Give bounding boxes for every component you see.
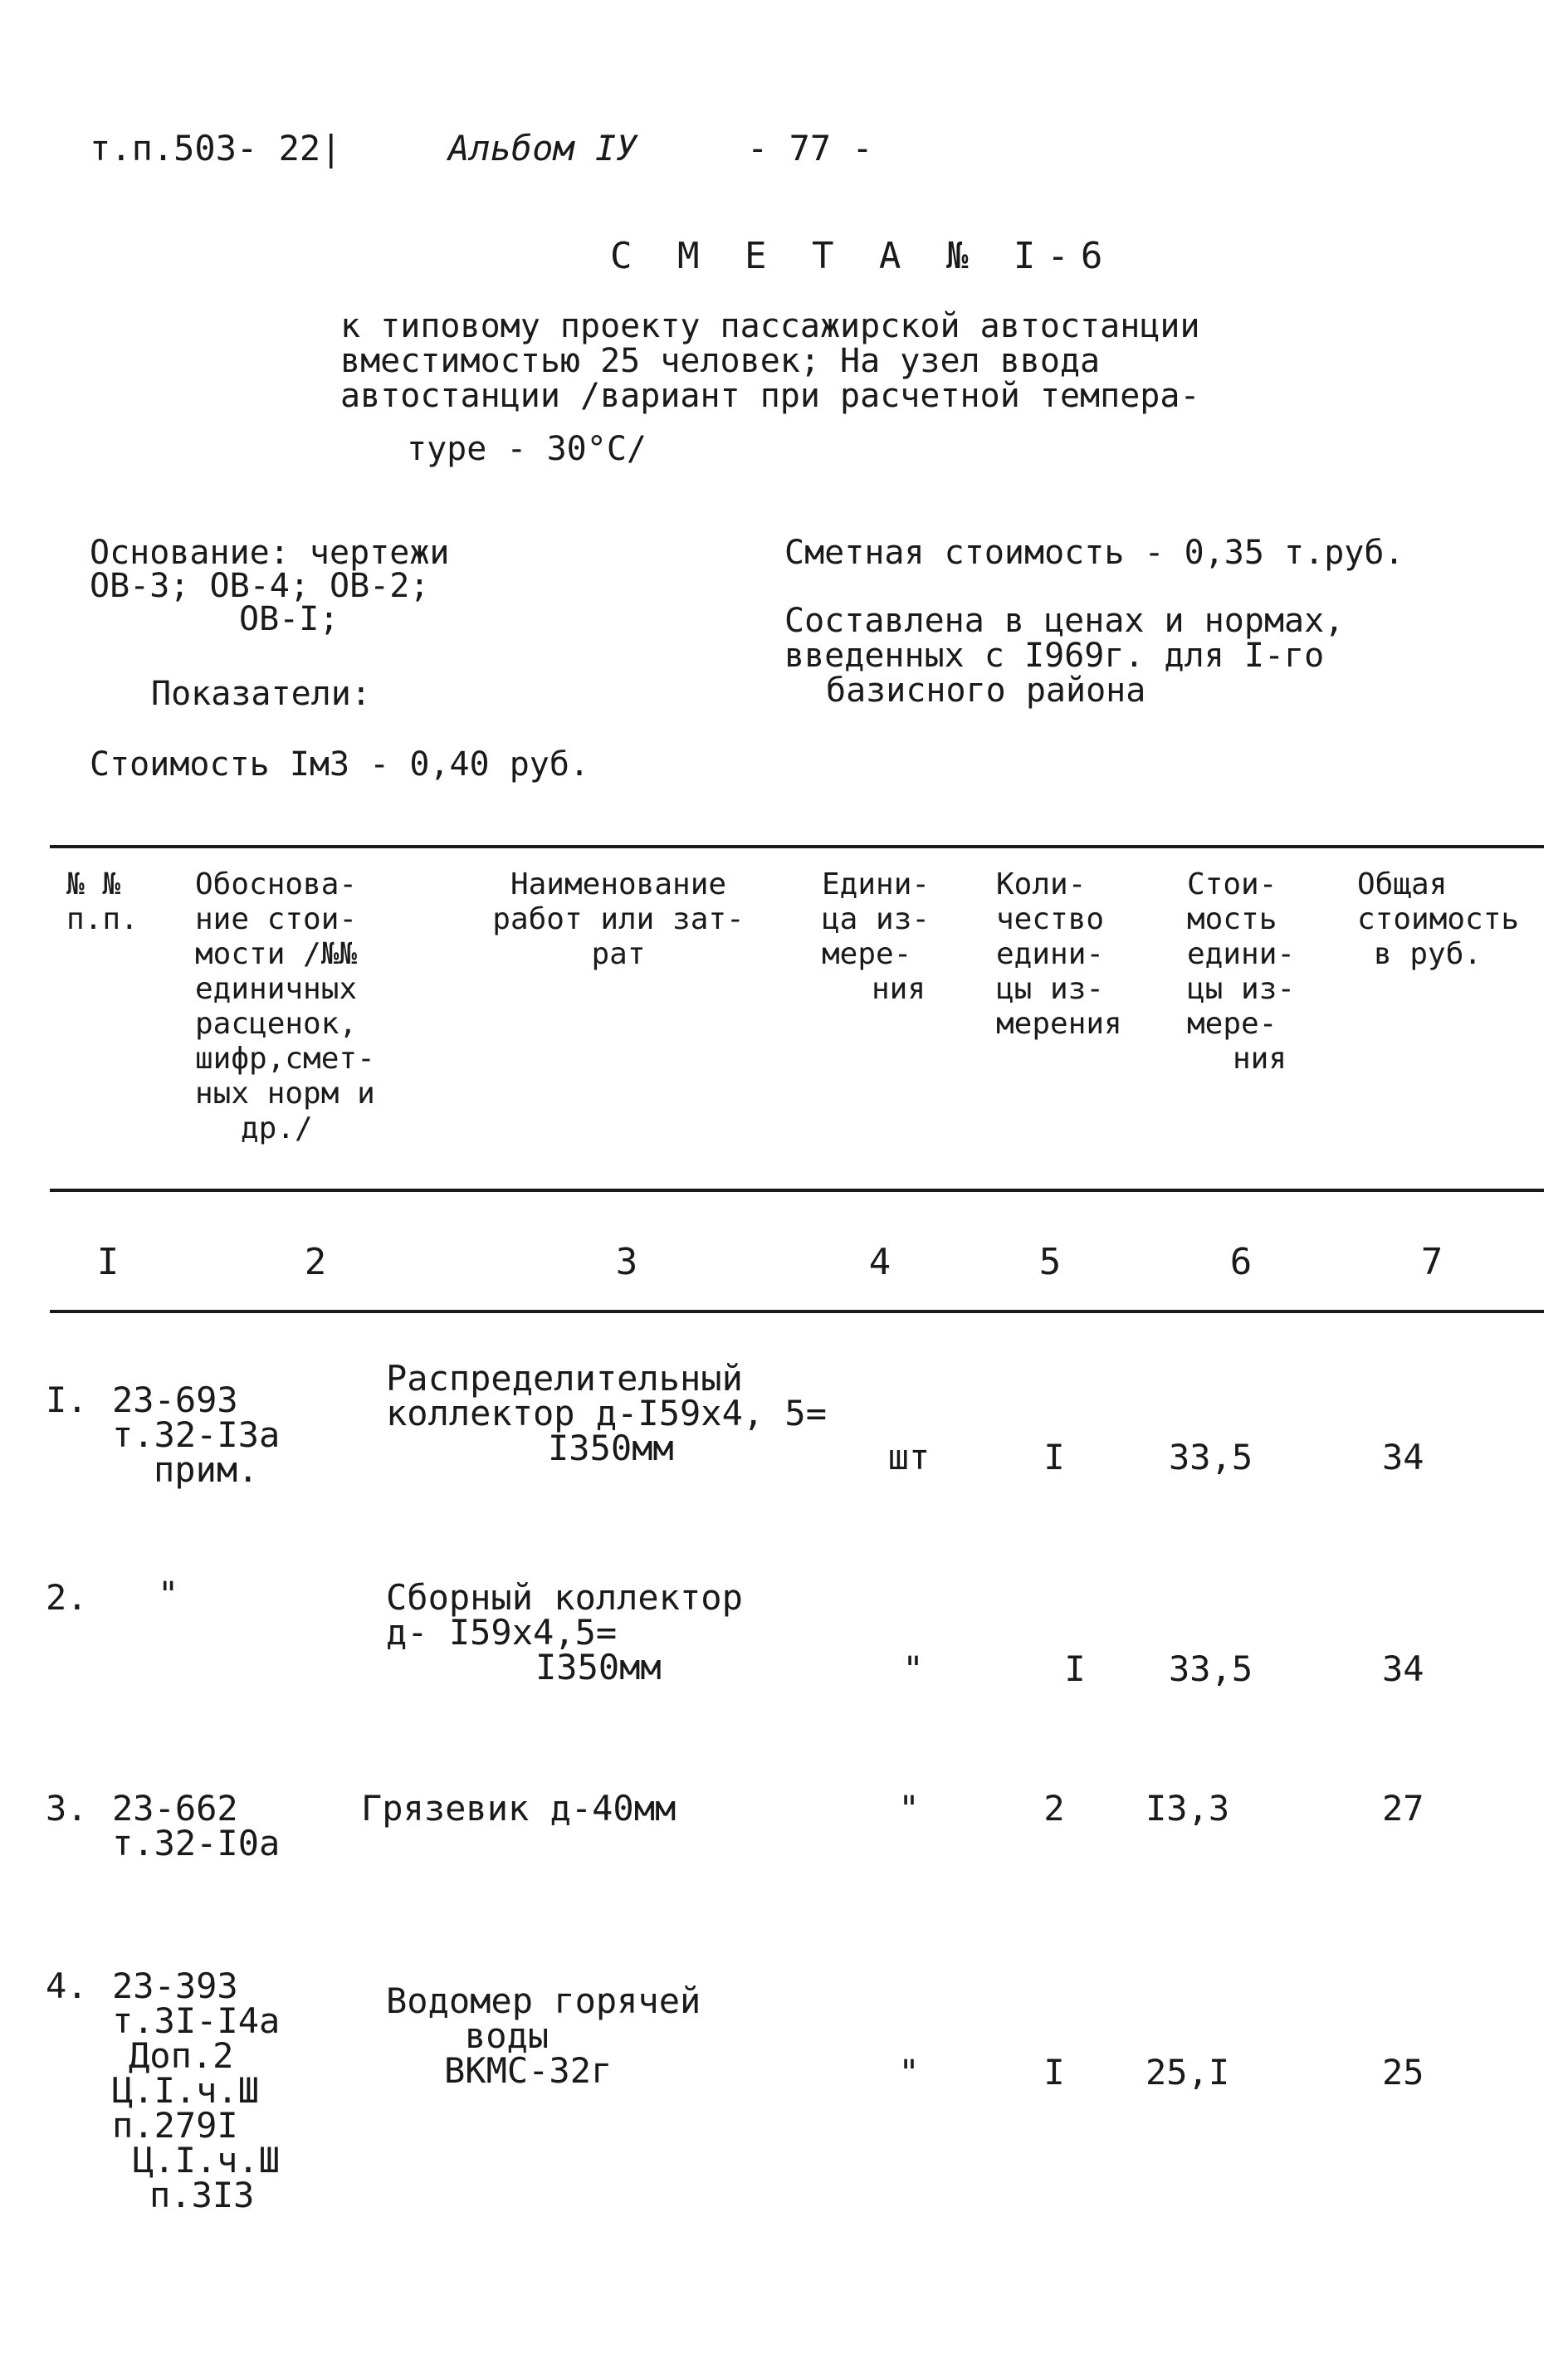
row-total: 25	[1382, 2052, 1424, 2093]
header-bottom-rule	[50, 1189, 1544, 1192]
header-col-4-line: Едини-	[822, 867, 931, 901]
header-col-1-line: п.п.	[66, 902, 139, 936]
header-col-4-line: ния	[872, 972, 926, 1006]
row-unit-cost: I3,3	[1145, 1788, 1230, 1829]
header-col-3-line: Наименование	[510, 867, 727, 901]
table-top-rule	[50, 845, 1544, 848]
row-name-line: ВКМС-32г	[444, 2050, 613, 2091]
header-col-7-line: Общая	[1357, 867, 1448, 901]
subtitle-line-3: автостанции /вариант при расчетной темпера-	[340, 377, 1200, 415]
basis-line-2: ОВ-3; ОВ-4; ОВ-2;	[90, 567, 430, 605]
header-col-6-line: Стои-	[1187, 867, 1277, 901]
row-number: I.	[46, 1380, 88, 1420]
row-total: 34	[1382, 1437, 1424, 1477]
project-code: т.п.503- 22|	[90, 128, 342, 168]
row-name-line: I350мм	[535, 1647, 662, 1687]
row-basis-line: п.3I3	[149, 2175, 255, 2215]
prices-line-3: базисного района	[826, 672, 1146, 710]
basis-line-1: Основание: чертежи	[90, 534, 450, 572]
header-col-3-line: рат	[591, 937, 646, 971]
column-number: 4	[868, 1241, 891, 1283]
header-col-2-line: Обоснова-	[195, 867, 358, 901]
header-col-4-line: ца из-	[822, 902, 931, 936]
row-quantity: I	[1064, 1648, 1086, 1689]
header-col-6-line: ния	[1233, 1042, 1287, 1076]
row-name-line: воды	[465, 2015, 550, 2056]
row-name-line: коллектор д-I59x4, 5=	[386, 1393, 828, 1433]
row-total: 34	[1382, 1648, 1424, 1689]
row-name-line: Распределительный	[386, 1358, 743, 1399]
row-name-line: I350мм	[548, 1428, 674, 1468]
column-numbers-rule	[50, 1310, 1544, 1313]
row-number: 3.	[46, 1788, 88, 1829]
header-col-4-line: мере-	[822, 937, 912, 971]
header-col-6-line: цы из-	[1187, 972, 1296, 1006]
row-basis-line: т.32-I0a	[112, 1823, 281, 1863]
header-col-6-line: едини-	[1187, 937, 1296, 971]
album-label: Альбом IУ	[448, 128, 637, 168]
header-col-5-line: мерения	[996, 1007, 1122, 1041]
prices-line-1: Составлена в ценах и нормах,	[784, 602, 1345, 640]
column-number: 2	[304, 1241, 327, 1283]
row-unit-cost: 25,I	[1145, 2052, 1230, 2093]
header-col-2-line: мости /№№	[195, 937, 358, 971]
row-unit: шт	[887, 1437, 931, 1477]
header-col-3-line: работ или зат-	[492, 902, 745, 936]
row-unit: "	[898, 1788, 920, 1829]
row-name-line: Грязевик д-40мм	[361, 1788, 677, 1829]
row-basis-line: "	[158, 1574, 179, 1614]
row-basis-line: Ц.I.ч.Ш	[112, 2070, 260, 2111]
subtitle-line-2: вместимостью 25 человек; На узел ввода	[340, 342, 1101, 380]
row-unit-cost: 33,5	[1169, 1648, 1253, 1689]
row-basis-line: Доп.2	[129, 2035, 234, 2076]
prices-line-2: введенных с I969г. для I-го	[784, 637, 1325, 675]
header-col-7-line: в руб.	[1374, 937, 1483, 971]
row-basis-line: 23-662	[112, 1788, 238, 1829]
row-total: 27	[1382, 1788, 1424, 1829]
row-name-line: д- I59x4,5=	[386, 1612, 618, 1653]
header-col-2-line: ных норм и	[195, 1077, 375, 1111]
estimate-total-cost: Сметная стоимость - 0,35 т.руб.	[784, 534, 1404, 572]
row-name-line: Сборный коллектор	[386, 1577, 743, 1618]
row-basis-line: прим.	[154, 1449, 259, 1490]
cost-per-unit: Стоимость IмЗ - 0,40 руб.	[90, 745, 590, 784]
header-col-7-line: стоимость	[1357, 902, 1520, 936]
row-number: 2.	[46, 1577, 88, 1618]
row-name-line: Водомер горячей	[386, 1980, 701, 2021]
row-unit: "	[898, 2052, 920, 2093]
row-quantity: I	[1043, 1437, 1065, 1477]
row-basis-line: 23-693	[112, 1380, 238, 1420]
row-basis-line: Ц.I.ч.Ш	[133, 2140, 281, 2181]
header-col-2-line: шифр,смет-	[195, 1042, 375, 1076]
column-number: 7	[1420, 1241, 1443, 1283]
basis-line-3: ОВ-I;	[239, 600, 339, 638]
column-number: 5	[1038, 1241, 1062, 1283]
column-number: 3	[615, 1241, 638, 1283]
header-col-2-line: единичных	[195, 972, 358, 1006]
row-basis-line: т.3I-I4a	[112, 2000, 281, 2041]
row-quantity: 2	[1043, 1788, 1065, 1829]
document-title: С М Е Т А № I-6	[610, 235, 1115, 277]
header-col-6-line: мость	[1187, 902, 1277, 936]
header-col-2-line: др./	[241, 1111, 313, 1145]
header-col-5-line: едини-	[996, 937, 1105, 971]
header-col-2-line: ние стои-	[195, 902, 358, 936]
row-basis-line: п.279I	[112, 2105, 238, 2146]
row-quantity: I	[1043, 2052, 1065, 2093]
subtitle-line-1: к типовому проекту пассажирской автостанции	[340, 307, 1200, 345]
header-col-6-line: мере-	[1187, 1007, 1277, 1041]
header-col-1-line: № №	[66, 867, 121, 901]
indicators-label: Показатели:	[151, 675, 371, 713]
row-basis-line: т.32-I3a	[112, 1414, 281, 1455]
row-basis-line: 23-393	[112, 1966, 238, 2006]
header-col-2-line: расценок,	[195, 1007, 358, 1041]
header-col-5-line: чество	[996, 902, 1105, 936]
header-col-5-line: Коли-	[996, 867, 1087, 901]
row-unit: "	[902, 1648, 924, 1689]
page-number: - 77 -	[747, 128, 873, 168]
row-number: 4.	[46, 1966, 88, 2006]
column-number: 6	[1229, 1241, 1253, 1283]
column-number: I	[96, 1241, 120, 1283]
row-unit-cost: 33,5	[1169, 1437, 1253, 1477]
header-col-5-line: цы из-	[996, 972, 1105, 1006]
subtitle-line-4: туре - 30°C/	[407, 430, 647, 468]
